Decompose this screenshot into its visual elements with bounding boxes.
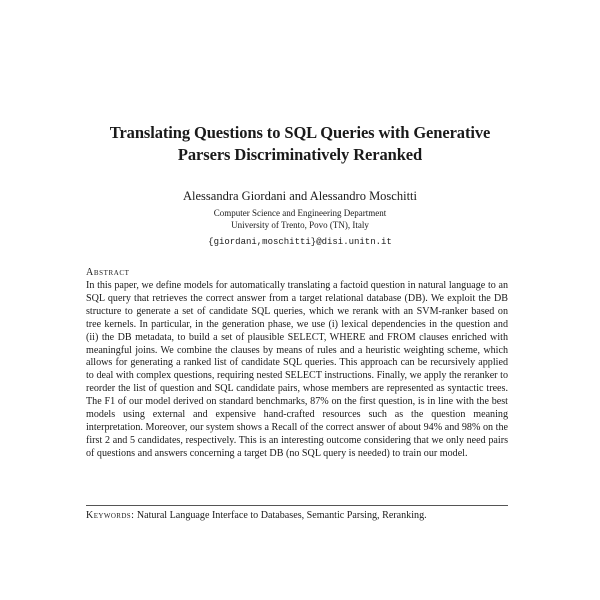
keywords-divider (86, 505, 508, 506)
keywords-text: Natural Language Interface to Databases, Semantic Parsing, Reranking. (136, 510, 427, 521)
keywords-line (86, 509, 508, 522)
paper-title-line-2: Parsers Discriminatively Reranked (177, 145, 423, 164)
abstract-body: In this paper, we define models for automatically translating a factoid question in natural language to an SQL query that retrieves the correct answer from a target relational database (DB). We exploit the DB structure to generate a set of candidate SQL queries, which we rerank with an SVM-ranker based on tree kernels. In particular, in the generation phase, we use (i) lexical dependencies in the question and (ii) the DB metadata, to build a set of plausible SELECT, WHERE and FROM clauses enriched with meaningful joins. We combine the clauses by means of rules and a heuristic weighting scheme, which allows for generating a ranked list of candidate SQL queries. This approach can be recursively applied to deal with complex questions, requiring nested SELECT instructions. Finally, we apply the reranker to reorder the list of question and SQL candidate pairs, whose members are represented as syntactic trees. The F1 of our model derived on standard benchmarks, 87% on the first question, is in line with the best models using external and expensive hand-crafted resources such as the question meaning interpretation. Moreover, our system shows a Recall of the correct answer of about 94% and 98% on the first 2 and 5 candidates, respectively. This is an interesting outcome considering that we only need pairs of questions and answers concerning a target DB (no SQL query is needed) to train our model. (86, 280, 508, 459)
paper-title (60, 122, 540, 166)
paper-email: {giordani,moschitti}@disi.unitn.it (208, 237, 392, 247)
abstract-heading: Abstract (86, 267, 130, 278)
keywords-label: Keywords: (86, 510, 135, 521)
paper-authors: Alessandra Giordani and Alessandro Moschitti (183, 189, 417, 203)
affiliation-line-1: Computer Science and Engineering Department (213, 208, 387, 218)
affiliation-line-2: University of Trento, Povo (TN), Italy (231, 220, 369, 230)
paper-title-line-1: Translating Questions to SQL Queries with Generative (109, 123, 491, 142)
paper-affiliation (60, 207, 540, 231)
